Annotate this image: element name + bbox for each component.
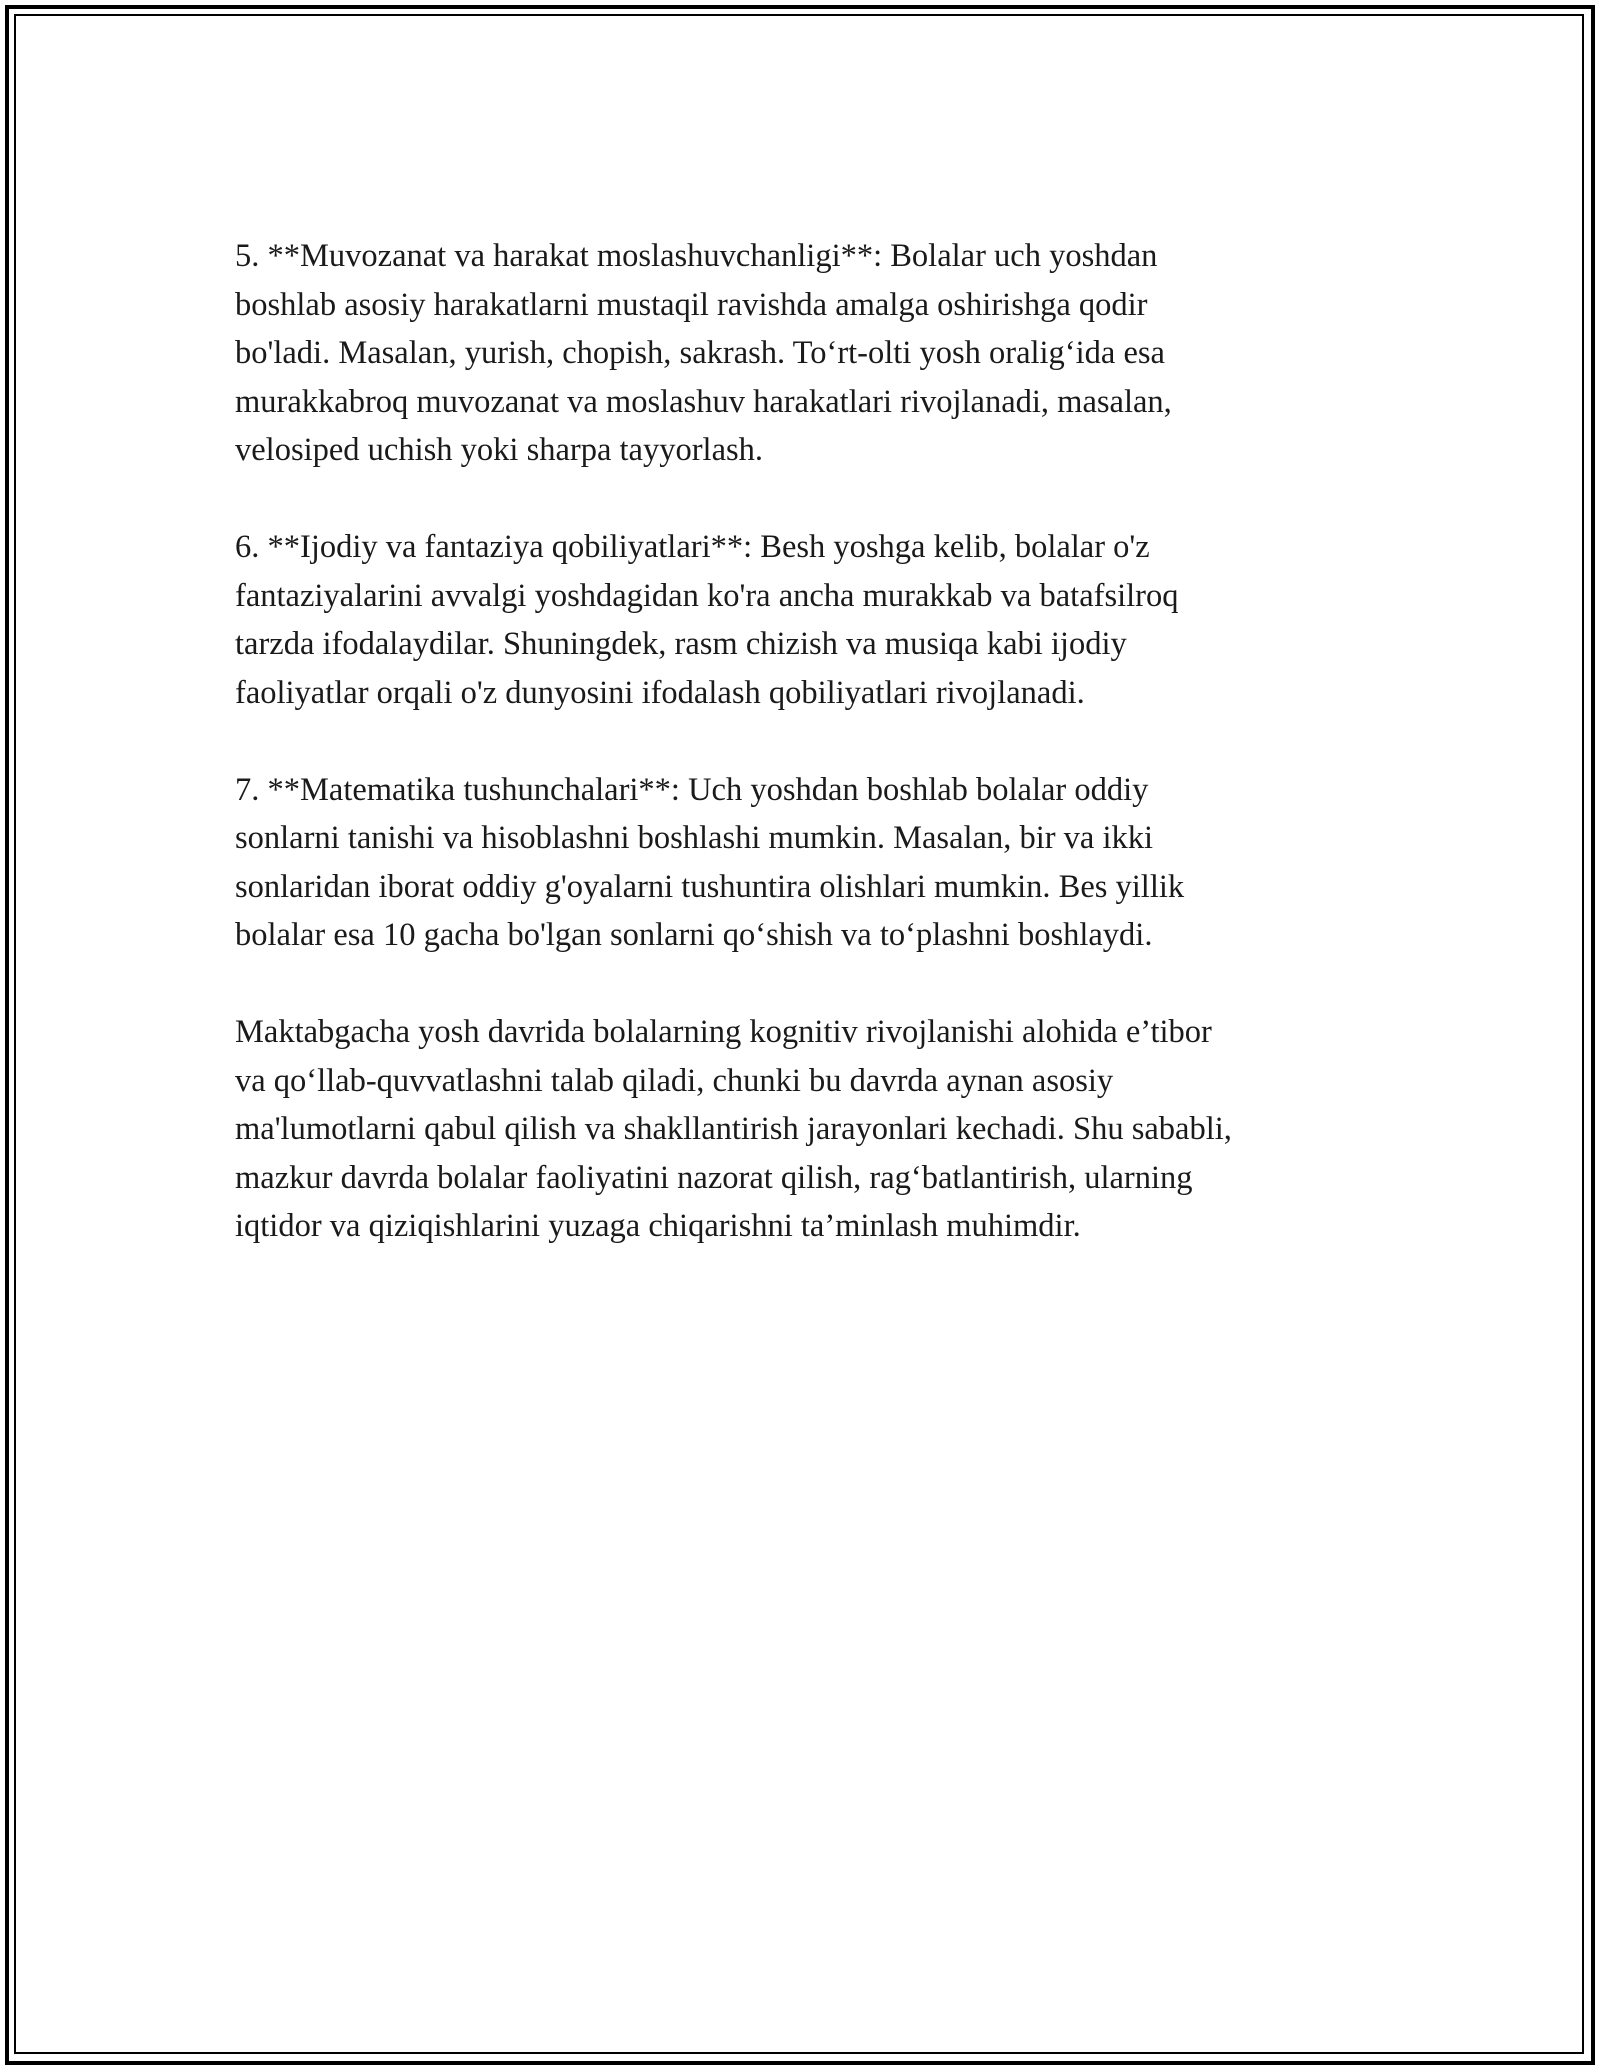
text-line: fantaziyalarini avvalgi yoshdagidan ko'ra ancha murakkab va batafsilroq [235,577,1179,614]
text-line: 7. **Matematika tushunchalari**: Uch yoshdan boshlab bolalar oddiy [235,771,1149,808]
text-line: iqtidor va qiziqishlarini yuzaga chiqarishni ta’minlash muhimdir. [235,1208,1081,1244]
text-line: faoliyatlar orqali o'z dunyosini ifodalash qobiliyatlari rivojlanadi. [235,674,1085,711]
paragraph-balance-coordination [235,232,1415,475]
text-line: 6. **Ijodiy va fantaziya qobiliyatlari**: Besh yoshga kelib, bolalar o'z [235,529,1150,565]
paragraph-math-concepts [235,766,1415,960]
text-line: 5. **Muvozanat va harakat moslashuvchanligi**: Bolalar uch yoshdan [235,238,1158,274]
text-line: sonlarni tanishi va hisoblashni boshlashi mumkin. Masalan, bir va ikki [235,820,1154,856]
text-line: bo'ladi. Masalan, yurish, chopish, sakrash. To‘rt-olti yosh oralig‘ida esa [235,335,1165,371]
document-body [235,232,1415,1299]
text-line: mazkur davrda bolalar faoliyatini nazorat qilish, rag‘batlantirish, ularning [235,1159,1193,1196]
text-line: bolalar esa 10 gacha bo'lgan sonlarni qo‘shish va to‘plashni boshlaydi. [235,917,1153,953]
text-line: Maktabgacha yosh davrida bolalarning kognitiv rivojlanishi alohida e’tibor [235,1014,1212,1050]
text-line: boshlab asosiy harakatlarni mustaqil ravishda amalga oshirishga qodir [235,286,1148,323]
text-line: sonlaridan iborat oddiy g'oyalarni tushuntira olishlari mumkin. Bes yillik [235,868,1185,905]
text-line: va qo‘llab-quvvatlashni talab qiladi, chunki bu davrda aynan asosiy [235,1062,1114,1099]
paragraph-conclusion [235,1008,1415,1251]
text-line: tarzda ifodalaydilar. Shuningdek, rasm chizish va musiqa kabi ijodiy [235,626,1127,662]
text-line: ma'lumotlarni qabul qilish va shakllantirish jarayonlari kechadi. Shu sababli, [235,1111,1232,1147]
paragraph-creativity-fantasy [235,523,1415,717]
text-line: velosiped uchish yoki sharpa tayyorlash. [235,432,764,468]
text-line: murakkabroq muvozanat va moslashuv harakatlari rivojlanadi, masalan, [235,383,1172,420]
